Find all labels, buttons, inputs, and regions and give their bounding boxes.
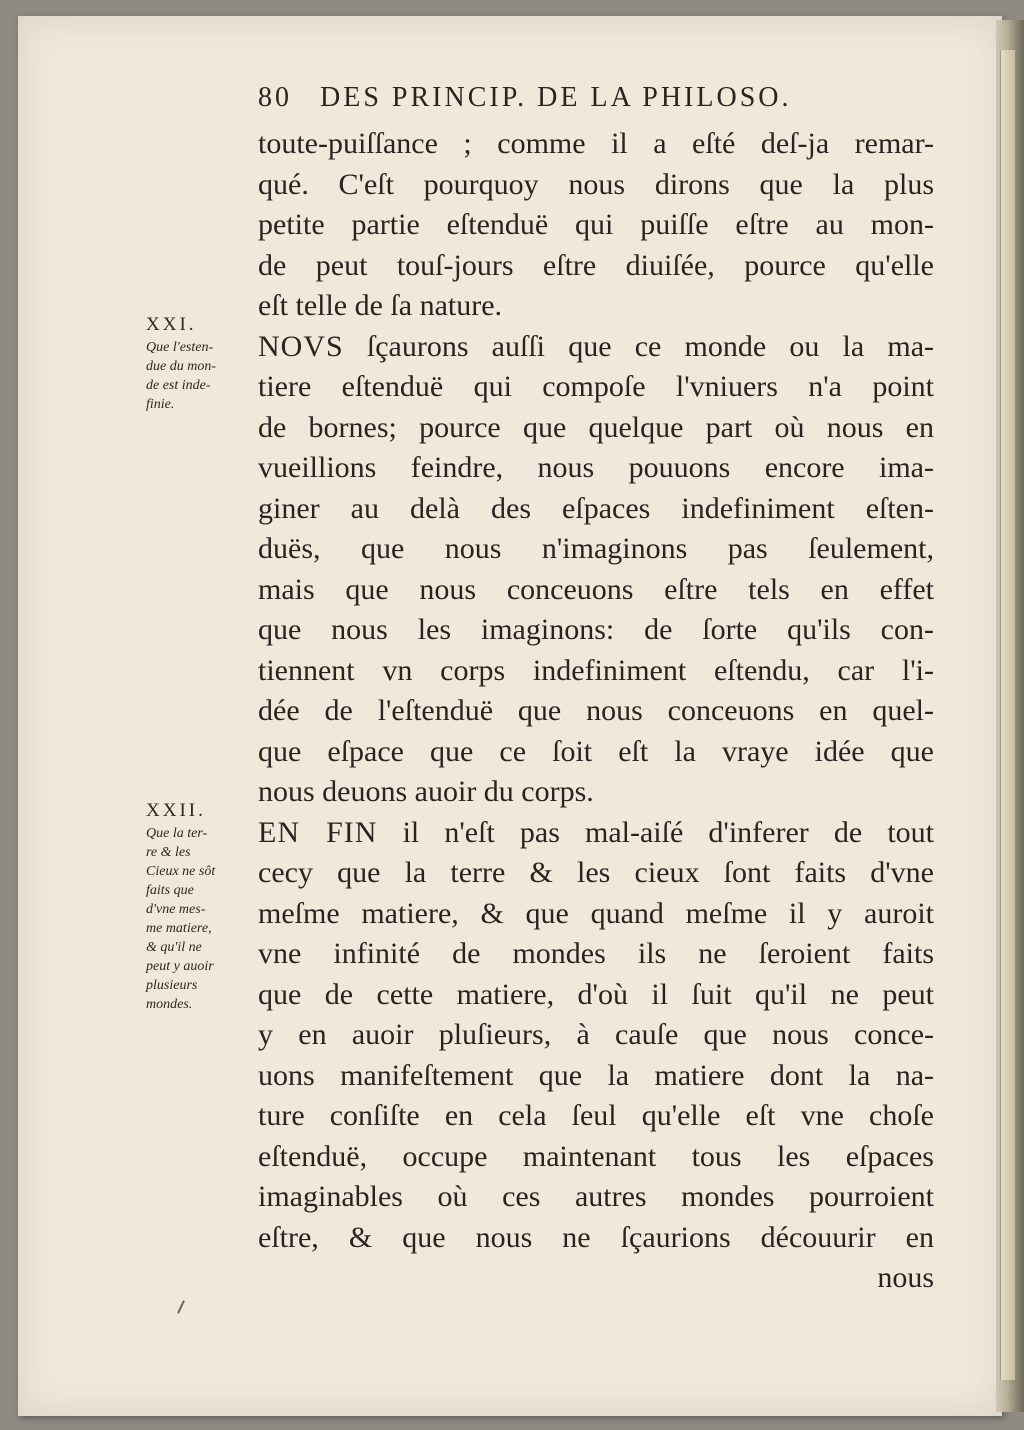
article-number: XXI. xyxy=(146,314,197,335)
gloss-line: due du mon- xyxy=(146,359,216,374)
gloss-line: Que l'esten- xyxy=(146,340,214,355)
text-line: y en auoir pluſieurs, à cauſe que nous conce- xyxy=(258,1018,934,1051)
text-line: toute-puiſſance ; comme il a eſté deſ-ja remar- xyxy=(258,127,934,160)
text-line: mais que nous conceuons eſtre tels en effet xyxy=(258,572,934,606)
text-line: eſtenduë, occupe maintenant tous les eſpaces xyxy=(258,1139,934,1173)
gloss-line: & qu'il ne xyxy=(146,940,202,955)
text-line: duës, que nous n'imaginons pas ſeulement, xyxy=(258,532,934,565)
text-line: vueillions feindre, nous pouuons encore ima- xyxy=(258,451,934,484)
text-line: de peut touſ-jours eſtre diuiſée, pource qu'elle xyxy=(258,248,934,282)
text-line: eſt telle de ſa nature. xyxy=(258,289,503,322)
gloss-line: re & les xyxy=(146,845,191,860)
gloss-line: d'vne mes- xyxy=(146,902,206,917)
text-line: tiere eſtenduë qui compoſe l'vniuers n'a point xyxy=(258,370,934,403)
article-22-first-line: EN FIN il n'eſt pas mal-aiſé d'inferer de tout xyxy=(258,815,934,849)
text-line: que nous les imaginons: de ſorte qu'ils con- xyxy=(258,613,934,646)
article-number: XXII. xyxy=(146,800,206,821)
article-21-first-line: NOVS ſçaurons auſſi que ce monde ou la ma- xyxy=(258,329,934,363)
main-text xyxy=(258,124,934,1299)
text-line: que de cette matiere, d'où il ſuit qu'il ne peut xyxy=(258,977,934,1011)
text-line: petite partie eſtenduë qui puiſſe eſtre au mon- xyxy=(258,208,934,241)
text-line: ture conſiſte en cela ſeul qu'elle eſt vne choſe xyxy=(258,1099,934,1132)
gloss-line: Cieux ne sôt xyxy=(146,864,216,879)
text-line: nous deuons auoir du corps. xyxy=(258,775,594,808)
text-line: que eſpace que ce ſoit eſt la vraye idée que xyxy=(258,734,934,768)
text-line: uons manifeſtement que la matiere dont la na- xyxy=(258,1058,934,1092)
running-title: DES PRINCIP. DE LA PHILOSO. xyxy=(320,82,792,113)
text-line: eſtre, & que nous ne ſçaurions découurir en xyxy=(258,1220,934,1254)
gloss-line: Que la ter- xyxy=(146,826,208,841)
running-head xyxy=(258,82,898,122)
margin-note-21 xyxy=(146,314,258,414)
page-number: 80 xyxy=(258,82,292,113)
page-edge xyxy=(996,20,1024,1412)
text-line: giner au delà des eſpaces indefiniment eſten- xyxy=(258,491,934,525)
gloss-line: plusieurs xyxy=(146,978,198,993)
text-line: dée de l'eſtenduë que nous conceuons en quel- xyxy=(258,694,934,727)
gloss-line: de est inde- xyxy=(146,378,211,393)
gloss-line: mondes. xyxy=(146,997,193,1012)
text-line: meſme matiere, & que quand meſme il y auroit xyxy=(258,896,934,930)
gloss-line: finie. xyxy=(146,397,175,412)
gloss-line: me matiere, xyxy=(146,921,212,936)
text-line: de bornes; pource que quelque part où nous en xyxy=(258,410,934,444)
text-line: tiennent vn corps indefiniment eſtendu, car l'i- xyxy=(258,653,934,687)
gloss-line: peut y auoir xyxy=(146,959,214,974)
text-line: qué. C'eſt pourquoy nous dirons que la plus xyxy=(258,167,934,201)
margin-note-22 xyxy=(146,800,258,1014)
gloss-line: faits que xyxy=(146,883,194,898)
catchword: nous xyxy=(877,1261,934,1294)
next-page-edge xyxy=(1000,50,1015,1380)
text-line: imaginables où ces autres mondes pourroient xyxy=(258,1180,934,1213)
text-line: cecy que la terre & les cieux ſont faits d'vne xyxy=(258,856,934,889)
text-line: vne infinité de mondes ils ne ſeroient faits xyxy=(258,937,934,970)
